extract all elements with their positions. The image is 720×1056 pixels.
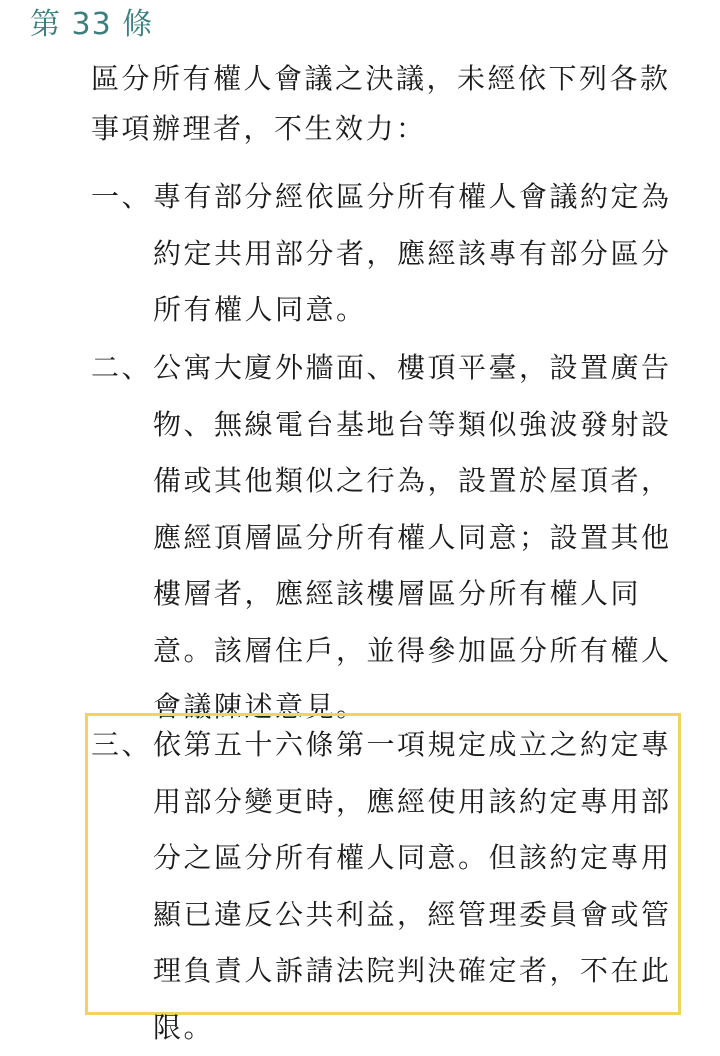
article-title: 第 33 條 [30,7,154,42]
article-intro: 區分所有權人會議之決議，未經依下列各款事項辦理者，不生效力： [91,62,671,145]
item-marker: 一、 [91,180,153,213]
item-text: 專有部分經依區分所有權人會議約定為約定共用部分者，應經該專有部分區分所有權人同意。 [153,180,672,326]
item-text: 公寓大廈外牆面、樓頂平臺，設置廣告物、無線電台基地台等類似強波發射設備或其他類似之行為，設置於屋頂者，應經頂層區分所有權人同意；設置其他樓層者，應經該樓層區分所有權人同意。該層住戶，並得參加區分所有權人會議陳述意見。 [153,351,672,723]
item-marker: 二、 [91,351,153,384]
list-item [91,169,691,339]
list-item [91,340,691,736]
list-item [91,717,691,1056]
item-marker: 三、 [91,728,153,761]
item-text: 依第五十六條第一項規定成立之約定專用部分變更時，應經使用該約定專用部分之區分所有權人同意。但該約定專用顯已違反公共利益，經管理委員會或管理負責人訴請法院判決確定者，不在此限。 [153,728,672,1044]
